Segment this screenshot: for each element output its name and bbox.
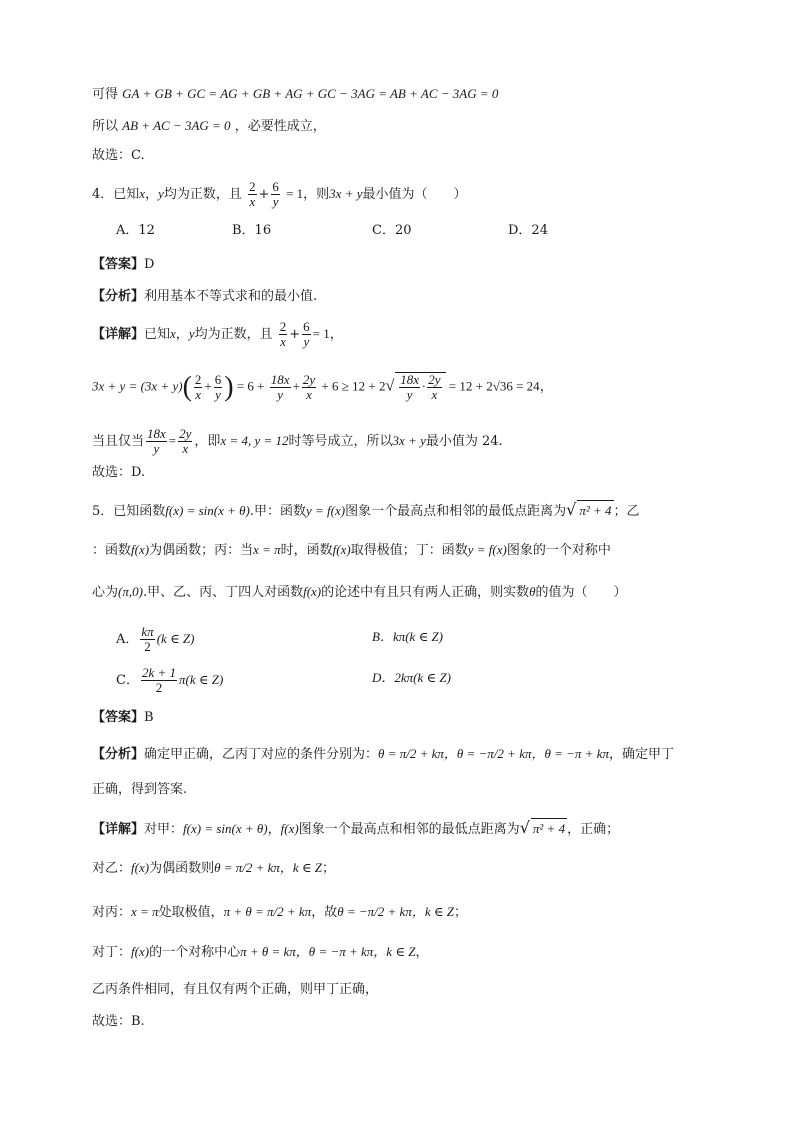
function-fx: f(x): [131, 944, 150, 959]
numerator: 2y: [428, 372, 441, 387]
q5-option-b: B．kπ(k ∈ Z): [372, 629, 444, 644]
theta-condition-bing: θ = −π/2 + kπ，k ∈ Z: [337, 904, 454, 919]
detail-text: ，正确；: [567, 822, 620, 837]
function-fx: f(x): [303, 584, 322, 599]
detail-tag: 【详解】: [92, 327, 145, 342]
var-x: x: [139, 186, 146, 201]
eq-end: = 12 + 2√36 = 24: [448, 378, 540, 394]
q5-detail-jia: [92, 818, 619, 840]
var-y: y: [188, 326, 195, 341]
fraction-2k1-over-2: [141, 666, 177, 695]
q5-option-a: [116, 625, 194, 654]
fraction-18x-over-y: [399, 373, 420, 402]
q5-option-c: [116, 666, 223, 695]
condition-text: 最小值为 24.: [425, 434, 503, 449]
fraction-2-over-x: [279, 320, 288, 349]
option-tail: π(k ∈ Z): [179, 672, 224, 687]
denominator: y: [215, 387, 221, 402]
plus-sign: +: [258, 187, 270, 202]
sqrt-value: π² + 4: [531, 818, 567, 839]
numerator: 2: [249, 179, 256, 194]
denominator: x: [195, 387, 202, 402]
right-paren: ): [224, 371, 234, 403]
detail-text: 对丙：: [92, 905, 132, 920]
option-label: C．: [116, 673, 139, 688]
plus-sign: +: [204, 378, 212, 394]
fraction-6-over-y: [214, 373, 223, 402]
text-suffix: ，必要性成立，: [234, 119, 326, 134]
numerator: 2: [194, 372, 202, 387]
q4-answer: [92, 255, 154, 275]
plus-sign: +: [289, 327, 301, 342]
function-y: y = f(x): [306, 503, 346, 518]
q4-option-c: C．20: [372, 223, 412, 238]
theta-conditions: θ = π/2 + kπ，θ = −π/2 + kπ，θ = −π + kπ: [378, 746, 609, 761]
q5-stem-text: ：函数: [92, 543, 132, 558]
q5-answer: [92, 708, 154, 728]
theta-condition-ding: π + θ = kπ，θ = −π + kπ，k ∈ Z: [240, 944, 416, 959]
detail-text: 对乙：: [92, 861, 132, 876]
fraction-18x-over-y: [270, 373, 291, 402]
q5-stem-line3: [92, 582, 627, 603]
answer-tag: 【答案】: [92, 710, 145, 725]
expr-3x-plus-y: 3x + y: [329, 186, 363, 201]
detail-text: ；: [322, 861, 336, 876]
fraction-6-over-y: [302, 320, 311, 349]
q5-detail-bing: [92, 902, 467, 923]
function-y: y = f(x): [467, 542, 507, 557]
extremum-equation: π + θ = π/2 + kπ: [223, 904, 312, 919]
equality-values: x = 4, y = 12: [220, 433, 289, 448]
q4-stem-text: ，: [145, 187, 159, 202]
condition-text: ，即: [194, 434, 221, 449]
fraction-2y-over-x: [178, 427, 192, 456]
function-fx: f(x): [280, 821, 299, 836]
sqrt-sign: √: [385, 377, 395, 395]
detail-text: ，: [175, 327, 189, 342]
numerator: 2y: [179, 426, 192, 441]
denominator: x: [306, 387, 312, 402]
analysis-text: 确定甲正确，乙丙丁对应的条件分别为：: [144, 747, 379, 762]
sqrt-sign: √: [519, 818, 530, 837]
answer-value: D: [144, 257, 155, 272]
eq-mid: = 6 +: [236, 378, 265, 394]
q5-detail-ding: [92, 942, 428, 963]
equals-one: = 1: [312, 326, 330, 341]
analysis-tag: 【分析】: [92, 289, 145, 304]
detail-text: 已知: [144, 327, 171, 342]
detail-tag: 【详解】: [92, 822, 145, 837]
fraction-2y-over-x: [427, 373, 441, 402]
function-fx: f(x): [131, 860, 150, 875]
q4-detail-intro: [92, 320, 343, 349]
choice-c-line: 故选：C.: [92, 148, 145, 163]
sqrt-product: $\frac{18x}{y}$ · $\frac{2y}{x}$: [395, 372, 445, 402]
q4-equality-condition: [92, 427, 503, 456]
var-y: y: [158, 186, 164, 201]
q4-stem-text: 均为正数，且: [163, 187, 242, 202]
detail-text: ，: [415, 945, 429, 960]
answer-value: B: [144, 710, 154, 725]
q5-stem-text: 时，函数: [280, 543, 333, 558]
analysis-tag: 【分析】: [92, 747, 145, 762]
denominator: y: [277, 387, 284, 402]
detail-text: ；: [453, 905, 467, 920]
q4-choose: 故选：D.: [92, 465, 146, 480]
numerator: 2: [279, 319, 287, 334]
numerator: kπ: [141, 624, 154, 639]
necessity-line: [92, 116, 326, 137]
detail-text: 图象一个最高点和相邻的最低点距离为: [298, 822, 520, 837]
equals-sign: =: [168, 433, 177, 448]
detail-text: ，: [329, 327, 343, 342]
q5-stem-text: 图象的一个对称中: [506, 543, 611, 558]
q5-analysis-line1: [92, 744, 674, 765]
var-theta: θ: [529, 584, 536, 599]
numerator: 18x: [270, 372, 290, 387]
comma: ，: [539, 378, 553, 394]
detail-text: 处取极值，: [158, 905, 224, 920]
q5-stem-text: 5．已知函数: [92, 504, 166, 519]
numerator: 6: [272, 179, 279, 194]
q4-stem-text: 最小值为（ ）: [362, 187, 467, 202]
fraction-2-over-x: [194, 373, 203, 402]
theta-condition-yi: θ = π/2 + kπ，k ∈ Z: [214, 860, 323, 875]
numerator: 6: [303, 319, 310, 334]
denominator: x: [182, 441, 189, 456]
equals-one: = 1: [286, 186, 304, 201]
q5-stem-text: 图象一个最高点和相邻的最低点距离为: [345, 504, 567, 519]
q5-stem-text: 取得极值；丁：函数: [350, 543, 468, 558]
q4-stem: [92, 180, 467, 209]
detail-text: 对甲：: [144, 822, 184, 837]
numerator: 18x: [400, 372, 420, 387]
q5-stem-text: 为偶函数；丙：当: [149, 543, 254, 558]
eq-tail: + 6 ≥ 12 + 2: [321, 378, 386, 394]
function-def: f(x) = sin(x + θ): [183, 821, 268, 836]
denominator: y: [272, 194, 279, 209]
q5-stem-line2: [92, 540, 611, 561]
plus-sign: +: [292, 378, 300, 394]
q4-stem-text: ，则: [303, 187, 330, 202]
q5-stem-text: .甲、乙、丙、丁四人对函数: [142, 585, 304, 600]
function-fx: f(x): [131, 542, 150, 557]
q5-stem-text: 的论述中有且只有两人正确，则实数: [321, 585, 530, 600]
vector-sum-zero: AB + AC − 3AG = 0: [122, 118, 231, 133]
condition-text: 时等号成立，所以: [288, 434, 393, 449]
analysis-text: ，确定甲丁: [608, 747, 674, 762]
text-prefix: 所以: [92, 119, 119, 134]
vector-equation-line: [92, 84, 498, 105]
fraction-6-over-y: [271, 180, 280, 209]
q5-option-d: D．2kπ(k ∈ Z): [372, 670, 451, 685]
detail-text: 为偶函数则: [149, 861, 215, 876]
detail-text: ，: [267, 822, 281, 837]
left-paren: (: [182, 371, 192, 403]
denominator: y: [303, 334, 310, 349]
option-tail: (k ∈ Z): [156, 631, 195, 646]
q4-option-a: A．12: [116, 223, 155, 238]
q5-stem-text: .甲：函数: [249, 504, 306, 519]
q5-stem-line1: [92, 500, 640, 522]
sqrt-sign: √: [566, 500, 577, 519]
detail-text: 对丁：: [92, 945, 132, 960]
option-label: A．: [116, 632, 139, 647]
numerator: 18x: [147, 426, 166, 441]
var-x: x: [170, 326, 176, 341]
q5-analysis-line2: 正确，得到答案.: [92, 782, 188, 797]
denominator: 2: [144, 639, 151, 654]
analysis-text: 利用基本不等式求和的最小值.: [144, 289, 318, 304]
x-equals-pi: x = π: [131, 904, 159, 919]
q5-stem-text: 的值为（ ）: [535, 585, 627, 600]
fraction-kpi-over-2: [140, 625, 154, 654]
text-prefix: 可得: [92, 87, 119, 102]
symmetry-center: (π,0): [118, 584, 143, 599]
function-fx: f(x): [332, 542, 351, 557]
denominator: x: [249, 194, 256, 209]
denominator: 2: [155, 680, 163, 695]
vector-equation: GA + GB + GC = AG + GB + AG + GC − 3AG = AB + AC − 3AG = 0: [122, 86, 499, 101]
eq-lhs: 3x + y = (3x + y): [92, 378, 183, 394]
q4-option-b: B．16: [232, 223, 272, 238]
numerator: 2y: [302, 372, 316, 387]
denominator: y: [153, 441, 160, 456]
q5-detail-conclusion: 乙丙条件相同，有且仅有两个正确，则甲丁正确，: [92, 982, 379, 997]
denominator: y: [406, 387, 413, 402]
answer-tag: 【答案】: [92, 257, 145, 272]
fraction-18x-over-y: [146, 427, 167, 456]
sqrt-value: π² + 4: [577, 500, 613, 521]
detail-text: 的一个对称中心: [149, 945, 241, 960]
q5-stem-text: ；乙: [613, 504, 640, 519]
q4-analysis: [92, 287, 317, 307]
expr-3x-plus-y: 3x + y: [392, 433, 426, 448]
q5-detail-yi: [92, 858, 335, 879]
q4-option-d: D．24: [508, 223, 548, 238]
numerator: 2k + 1: [141, 665, 176, 680]
fraction-2-over-x: [248, 180, 257, 209]
q4-stem-text: 4．已知: [92, 187, 140, 202]
q4-inequality-chain: [92, 372, 553, 402]
detail-text: ，故: [311, 905, 338, 920]
function-def: f(x) = sin(x + θ): [165, 503, 250, 518]
denominator: x: [280, 334, 286, 349]
detail-text: 均为正数，且: [194, 327, 273, 342]
x-equals-pi: x = π: [253, 542, 281, 557]
numerator: 6: [214, 372, 222, 387]
q5-choose: 故选：B.: [92, 1014, 145, 1029]
q5-stem-text: 心为: [92, 585, 119, 600]
denominator: x: [431, 387, 438, 402]
fraction-2y-over-x: [302, 373, 316, 402]
condition-text: 当且仅当: [92, 434, 145, 449]
